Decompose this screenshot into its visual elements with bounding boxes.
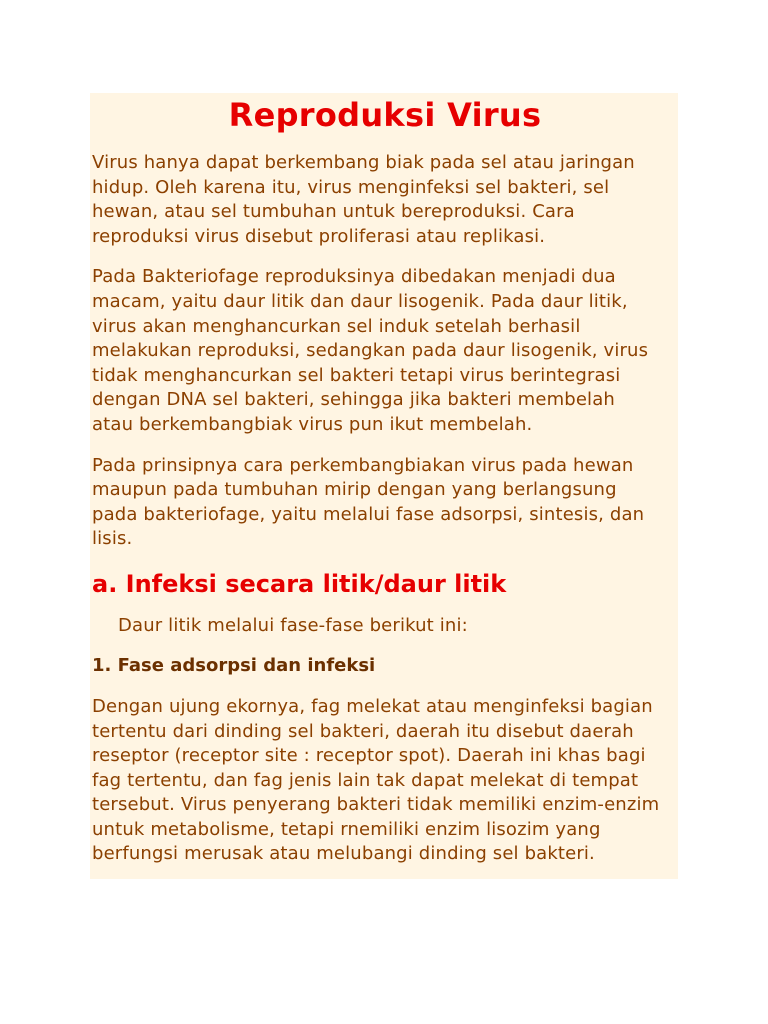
section-intro: Daur litik melalui fase-fase berikut ini:	[118, 614, 468, 636]
paragraph-principle: Pada prinsipnya cara perkembangbiakan virus pada hewan maupun pada tumbuhan mirip dengan yang berlangsung pada bakteriofage, yaitu melalui fase adsorpsi, sintesis, dan lisis.	[92, 454, 645, 550]
subsection-heading-adsorption: 1. Fase adsorpsi dan infeksi	[92, 654, 376, 676]
section-heading-lytic: a. Infeksi secara litik/daur litik	[92, 569, 507, 598]
page-title: Reproduksi Virus	[228, 96, 542, 134]
paragraph-intro: Virus hanya dapat berkembang biak pada sel atau jaringan hidup. Oleh karena itu, virus menginfeksi sel bakteri, sel hewan, atau sel tumbuhan untuk bereproduksi. Cara reproduksi virus disebut proliferasi atau replikasi.	[92, 152, 635, 247]
document-page	[90, 93, 678, 879]
paragraph-adsorption: Dengan ujung ekornya, fag melekat atau menginfeksi bagian tertentu dari dinding sel bakteri, daerah itu disebut daerah reseptor (receptor site : receptor spot). Daerah ini khas bagi fag tertentu, dan fag jenis lain tak dapat melekat di tempat tersebut. Virus penyerang bakteri tidak memiliki enzim-enzim untuk metabolisme, tetapi rnemiliki enzim lisozim yang berfungsi merusak atau melubangi dinding sel bakteri.	[92, 695, 660, 865]
paragraph-bacteriophage: Pada Bakteriofage reproduksinya dibedakan menjadi dua macam, yaitu daur litik dan daur lisogenik. Pada daur litik, virus akan menghancurkan sel induk setelah berhasil melakukan reproduksi, sedangkan pada daur lisogenik, virus tidak menghancurkan sel bakteri tetapi virus berintegrasi dengan DNA sel bakteri, sehingga jika bakteri membelah atau berkembangbiak virus pun ikut membelah.	[92, 266, 649, 435]
